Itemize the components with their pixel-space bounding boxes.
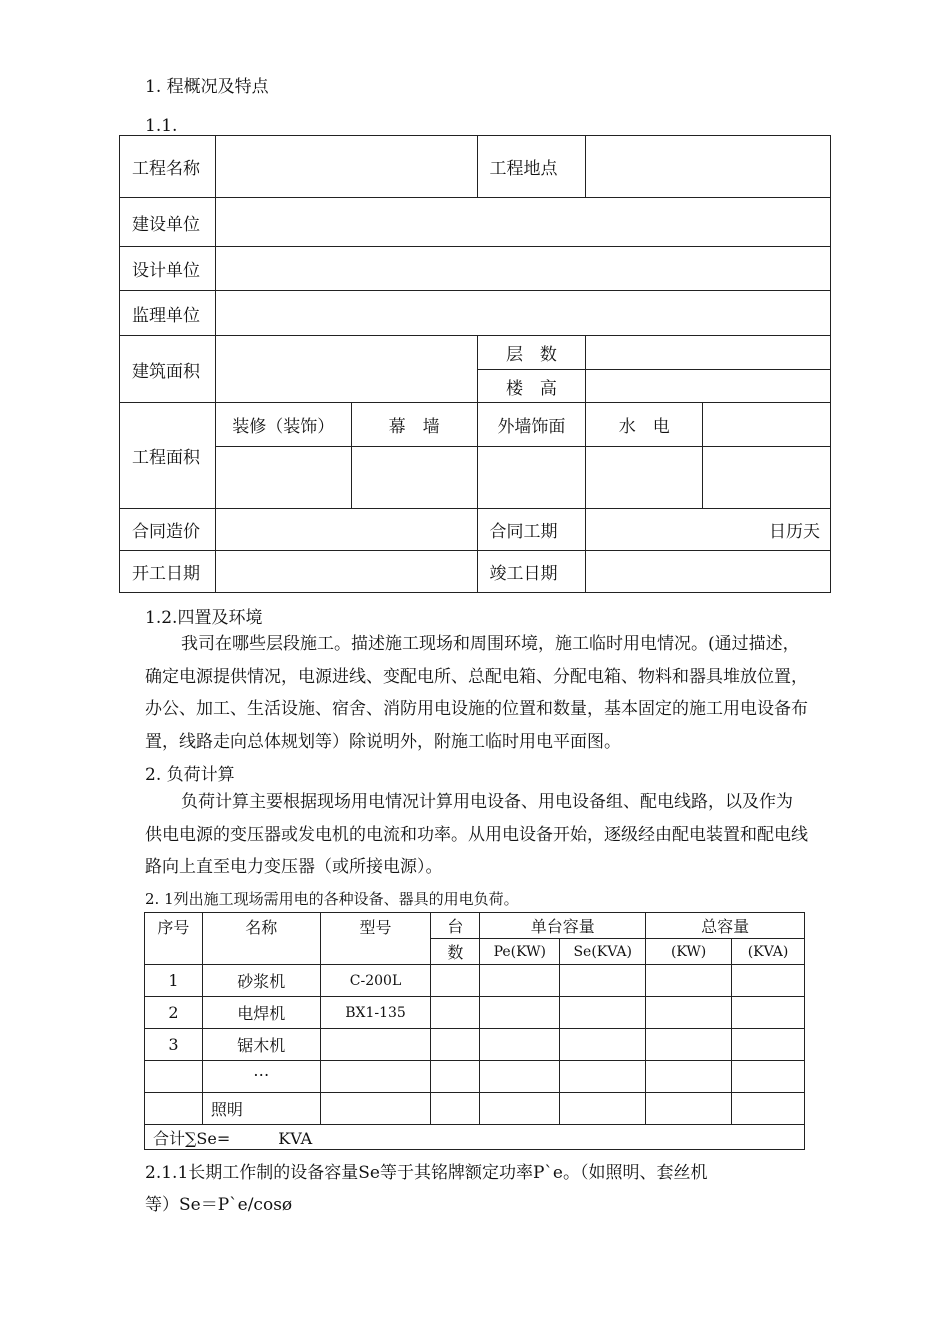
value-extra-2 [703,447,831,509]
header-kva: (KVA) [732,939,805,965]
row-name: 锯木机 [202,1029,320,1061]
label-project-location: 工程地点 [477,136,586,198]
table-row [145,997,805,1029]
label-builder: 建设单位 [120,198,216,247]
value-completion-date [586,551,831,593]
label-exterior-finish: 外墙饰面 [477,403,586,447]
table-row [145,1029,805,1061]
row-name: … [202,1061,320,1093]
row-name: 照明 [202,1093,320,1125]
paragraph-2-1-1-line2: 等）Se＝P`e/cosø [145,1195,293,1215]
value-water-electric [586,447,703,509]
row-no: 2 [145,997,203,1029]
header-name: 名称 [202,913,320,965]
row-model: BX1-135 [320,997,431,1029]
row-no [145,1093,203,1125]
label-floors: 层 数 [477,336,586,370]
row-no: 3 [145,1029,203,1061]
label-floor-height: 楼 高 [477,370,586,403]
value-building-area [215,336,477,403]
value-contract-price [215,509,477,551]
value-start-date [215,551,477,593]
header-unit-capacity: 单台容量 [480,913,646,939]
section-heading-1-2: 1.2.四置及环境 [145,608,263,628]
header-kw: (KW) [646,939,732,965]
value-calendar-days: 日历天 [586,509,831,551]
header-count-1: 台 [431,913,480,939]
paragraph-2-1-1-line1: 2.1.1长期工作制的设备容量Se等于其铭牌额定功率P`e。（如照明、套丝机 [145,1163,708,1183]
row-no: 1 [145,965,203,997]
header-model: 型号 [320,913,431,965]
label-contract-period: 合同工期 [477,509,586,551]
row-name: 电焊机 [202,997,320,1029]
header-count-2: 数 [431,939,480,965]
value-designer [215,247,830,291]
value-extra [703,403,831,447]
label-project-name: 工程名称 [120,136,216,198]
value-floors [586,336,831,370]
header-se: Se(KVA) [560,939,646,965]
row-name: 砂浆机 [202,965,320,997]
label-decoration: 装修（装饰） [215,403,351,447]
header-total-capacity: 总容量 [646,913,805,939]
label-designer: 设计单位 [120,247,216,291]
header-no: 序号 [145,913,203,965]
value-project-location [586,136,831,198]
section-heading-2: 2. 负荷计算 [145,765,235,785]
row-model: C-200L [320,965,431,997]
row-model [320,1093,431,1125]
value-builder [215,198,830,247]
row-no [145,1061,203,1093]
value-decoration [215,447,351,509]
row-model [320,1061,431,1093]
label-project-area: 工程面积 [120,403,216,509]
section-heading-1-1: 1.1. [145,116,178,136]
value-curtain-wall [351,447,477,509]
table-row [145,965,805,997]
label-completion-date: 竣工日期 [477,551,586,593]
section-heading-2-1: 2. 1列出施工现场需用电的各种设备、器具的用电负荷。 [145,890,519,908]
value-project-name [215,136,477,198]
label-start-date: 开工日期 [120,551,216,593]
table-row [145,1061,805,1093]
label-water-electric: 水 电 [586,403,703,447]
label-contract-price: 合同造价 [120,509,216,551]
paragraph-site-environment: 我司在哪些层段施工。描述施工现场和周围环境，施工临时用电情况。(通过描述，确定电源提供情况，电源进线、变配电所、总配电箱、分配电箱、物料和器具堆放位置，办公、加工、生活设施、宿舍、消防用电设施的位置和数量，基本固定的施工用电设备布置，线路走向总体规划等）除说明外，附施工临时用电平面图。 [145,634,808,752]
value-exterior-finish [477,447,586,509]
label-curtain-wall: 幕 墙 [351,403,477,447]
paragraph-load-calculation: 负荷计算主要根据现场用电情况计算用电设备、用电设备组、配电线路，以及作为供电电源的变压器或发电机的电流和功率。从用电设备开始，逐级经由配电装置和配电线路向上直至电力变压器（或所接电源）。 [145,792,808,877]
header-pe: Pe(KW) [480,939,560,965]
value-supervisor [215,291,830,336]
load-table [144,912,805,1150]
value-floor-height [586,370,831,403]
label-building-area: 建筑面积 [120,336,216,403]
section-heading-1: 1. 程概况及特点 [145,77,269,97]
total-row: 合计∑Se= KVA [145,1125,805,1150]
row-model [320,1029,431,1061]
label-supervisor: 监理单位 [120,291,216,336]
table-row [145,1093,805,1125]
project-info-table [119,135,831,593]
